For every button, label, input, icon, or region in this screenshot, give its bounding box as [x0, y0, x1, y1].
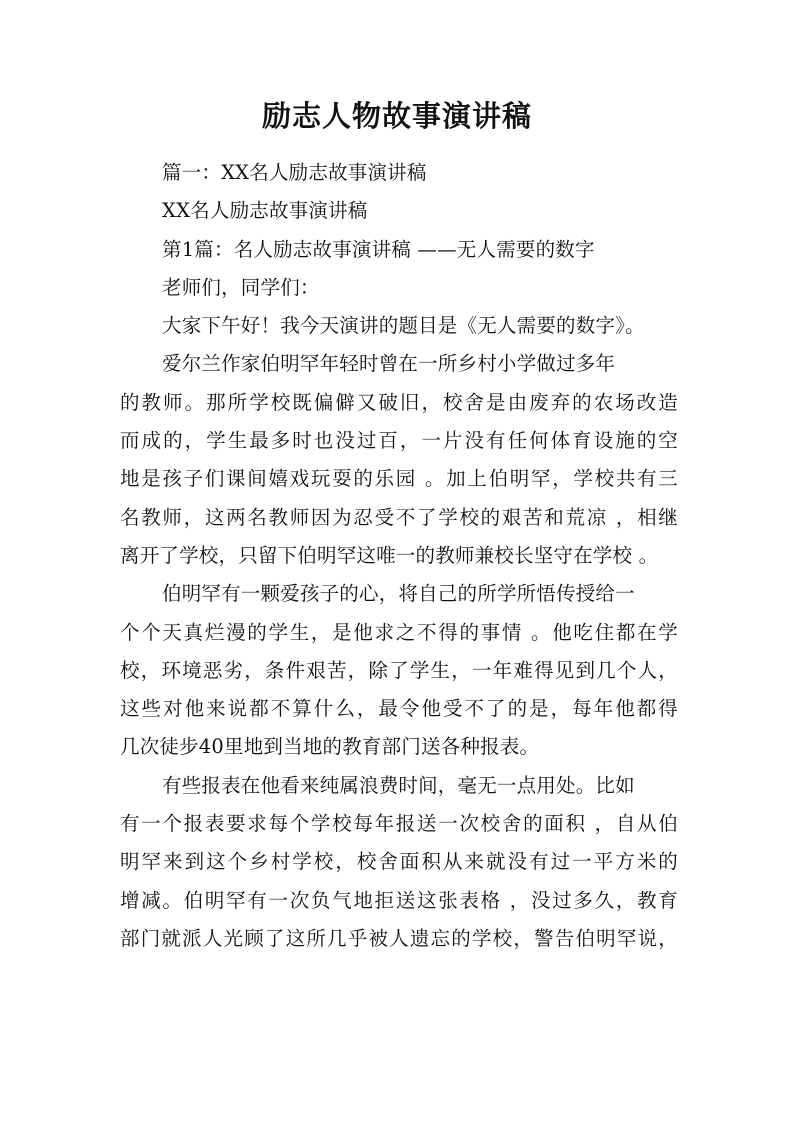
document-body	[120, 154, 678, 958]
document-title: 励志人物故事演讲稿	[261, 99, 532, 133]
text-line: XX名人励志故事演讲稿	[162, 199, 368, 223]
text-line: 部门就派人光顾了这所几乎被人遗忘的学校，警告伯明罕说，	[120, 926, 678, 950]
text-line: 老师们，同学们：	[162, 275, 320, 299]
text-line: 大家下午好！我今天演讲的题目是《无人需要的数字》。	[162, 314, 645, 338]
text-line: 这些对他来说都不算什么，最令他受不了的是，每年他都得	[120, 697, 678, 721]
text-line: 而成的，学生最多时也没过百，一片没有任何体育设施的空	[120, 429, 678, 453]
text-line: 增减。伯明罕有一次负气地拒送这张表格 ，没过多久，教育	[120, 888, 678, 912]
text-line: 明罕来到这个乡村学校，校舍面积从来就没有过一平方米的	[120, 850, 678, 874]
text-line: 篇一：XX名人励志故事演讲稿	[162, 161, 427, 184]
text-line: 个个天真烂漫的学生，是他求之不得的事情 。他吃住都在学	[120, 620, 678, 644]
text-line: 有一个报表要求每个学校每年报送一次校舍的面积 ，自从伯	[120, 812, 678, 836]
text-line: 第1篇：名人励志故事演讲稿 ——无人需要的数字	[162, 237, 595, 261]
paragraph-first-line: 伯明罕有一颗爱孩子的心，将自己的所学所悟传授给一	[162, 582, 635, 606]
text-line: 几次徒步40里地到当地的教育部门送各种报表。	[120, 735, 540, 759]
text-line: 地是孩子们课间嬉戏玩耍的乐园 。加上伯明罕，学校共有三	[120, 467, 678, 491]
paragraph-first-line: 有些报表在他看来纯属浪费时间，毫无一点用处。比如	[162, 773, 635, 797]
text-line: 的教师。那所学校既偏僻又破旧，校舍是由废弃的农场改造	[120, 390, 678, 414]
text-line: 离开了学校，只留下伯明罕这唯一的教师兼校长坚守在学校 。	[120, 543, 659, 567]
text-line: 校，环境恶劣，条件艰苦，除了学生，一年难得见到几个人，	[120, 658, 678, 682]
text-line: 名教师，这两名教师因为忍受不了学校的艰苦和荒凉 ，相继	[120, 505, 678, 529]
paragraph-first-line: 爱尔兰作家伯明罕年轻时曾在一所乡村小学做过多年	[162, 352, 616, 376]
